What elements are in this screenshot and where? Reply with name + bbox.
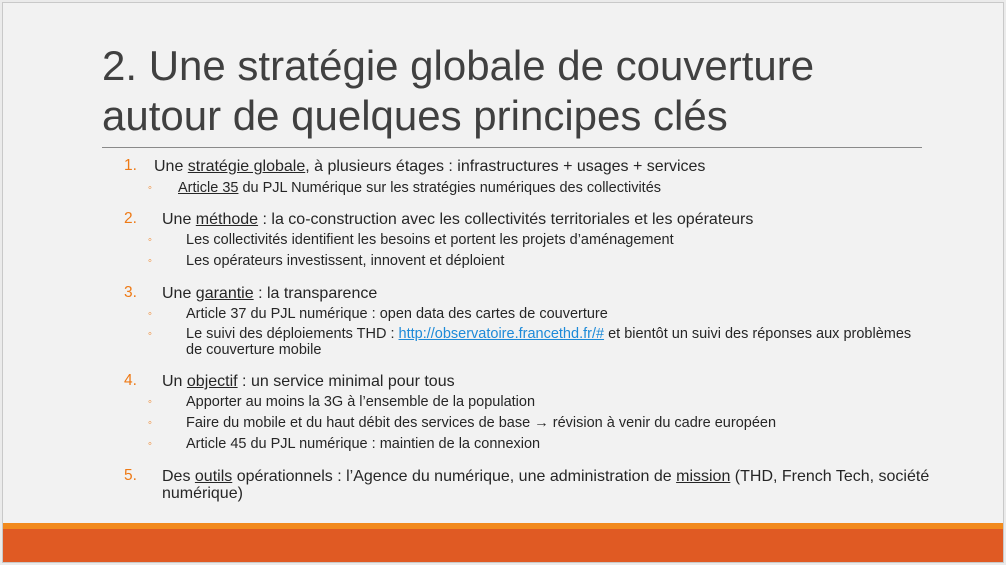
bullet-icon: ◦ — [148, 438, 152, 450]
keyword: outils — [194, 468, 233, 485]
bullet-icon: ◦ — [148, 255, 152, 267]
keyword: méthode — [195, 211, 259, 228]
item-number: 4. — [124, 372, 137, 389]
slide — [2, 2, 1004, 563]
sub-item: Article 45 du PJL numérique : maintien de la connexion — [186, 436, 541, 452]
bullet-icon: ◦ — [148, 417, 152, 429]
sub-item: Article 37 du PJL numérique : open data des cartes de couverture — [186, 306, 608, 322]
bullet-icon: ◦ — [148, 308, 152, 320]
keyword: garantie — [195, 285, 254, 302]
observatoire-link[interactable]: http://observatoire.francethd.fr/# — [398, 326, 605, 342]
slide-content — [3, 3, 1004, 523]
title-line-1: 2. Une stratégie globale de couverture — [102, 42, 815, 89]
sub-item: Faire du mobile et du haut débit des services de base → révision à venir du cadre européen — [186, 415, 777, 431]
item-number: 3. — [124, 284, 137, 301]
keyword: objectif — [186, 373, 238, 390]
list-item-3: Une garantie : la transparence — [162, 285, 378, 302]
item-number: 2. — [124, 210, 137, 227]
list-item-4: Un objectif : un service minimal pour tous — [162, 373, 455, 390]
sub-item: Le suivi des déploiements THD : http://observatoire.francethd.fr/# et bientôt un suivi des réponses aux problèmes de couverture mobile — [186, 326, 912, 358]
item-number: 1. — [124, 157, 137, 174]
keyword: Article 35 — [178, 180, 239, 196]
keyword: mission — [676, 468, 731, 485]
list-item-1: Une stratégie globale, à plusieurs étages : infrastructures + usages + services — [154, 158, 706, 175]
title-line-2: autour de quelques principes clés — [102, 92, 728, 139]
sub-item: Les opérateurs investissent, innovent et déploient — [186, 253, 505, 269]
keyword: stratégie globale — [187, 158, 306, 175]
sub-item: Les collectivités identifient les besoins et portent les projets d’aménagement — [186, 232, 674, 248]
sub-item: Apporter au moins la 3G à l’ensemble de la population — [186, 394, 536, 410]
sub-item: Article 35 du PJL Numérique sur les stratégies numériques des collectivités — [178, 180, 662, 196]
list-item-2: Une méthode : la co-construction avec les collectivités territoriales et les opérateurs — [162, 211, 754, 228]
bullet-icon: ◦ — [148, 182, 152, 194]
list-item-5: Des outils opérationnels : l’Agence du numérique, une administration de mission (THD, French Tech, société numérique) — [162, 468, 930, 502]
bullet-icon: ◦ — [148, 328, 152, 340]
item-number: 5. — [124, 467, 137, 484]
footer-bar — [3, 529, 1004, 563]
bullet-icon: ◦ — [148, 234, 152, 246]
bullet-icon: ◦ — [148, 396, 152, 408]
